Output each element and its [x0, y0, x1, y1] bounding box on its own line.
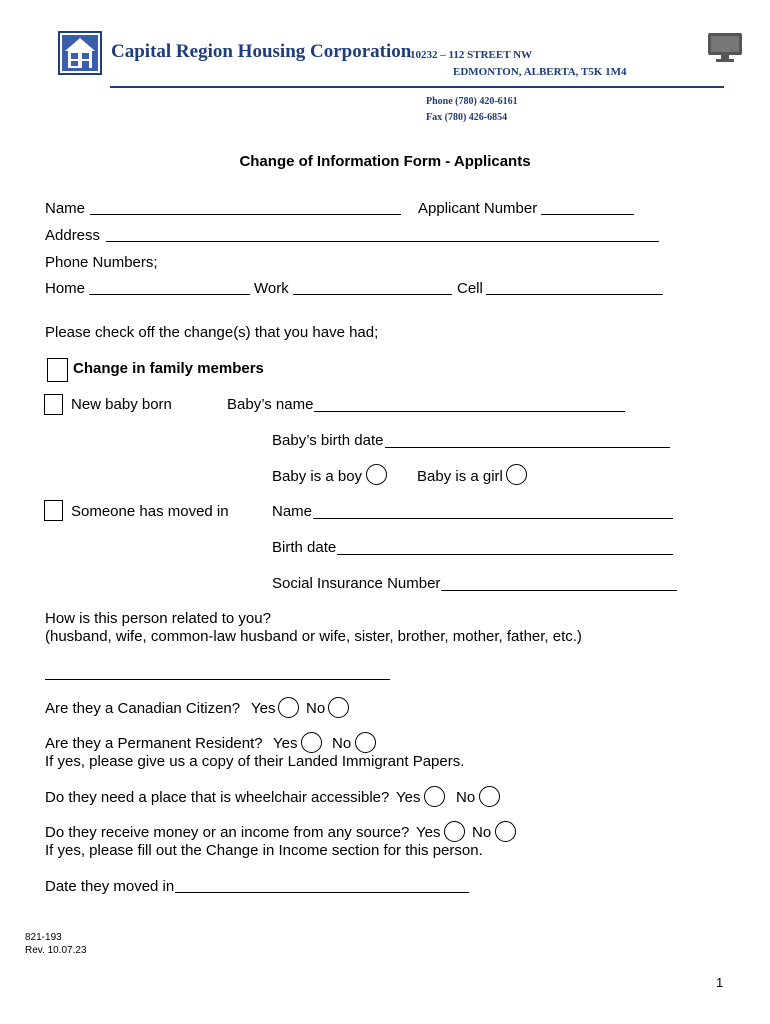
- home-phone-field[interactable]: [89, 294, 250, 295]
- income-note: If yes, please fill out the Change in Income section for this person.: [45, 842, 483, 859]
- income-question: Do they receive money or an income from any source?: [45, 824, 410, 841]
- moved-name-field[interactable]: [313, 518, 673, 519]
- relation-field[interactable]: [45, 679, 390, 680]
- relation-examples: (husband, wife, common-law husband or wife, sister, brother, mother, father, etc.): [45, 628, 582, 645]
- name-label: Name: [45, 200, 86, 217]
- baby-girl-radio[interactable]: [506, 464, 527, 485]
- address-line-1: 10232 – 112 STREET NW: [410, 49, 533, 61]
- baby-birth-date-label: Baby’s birth date: [272, 432, 384, 449]
- moved-in-label: Someone has moved in: [71, 503, 229, 520]
- address-field[interactable]: [106, 241, 659, 242]
- cell-phone-field[interactable]: [486, 294, 663, 295]
- company-logo: [58, 31, 102, 75]
- baby-birth-date-field[interactable]: [385, 447, 670, 448]
- citizen-no-label: No: [306, 700, 326, 717]
- new-baby-label: New baby born: [71, 396, 172, 413]
- page-number: 1: [716, 975, 724, 990]
- citizen-question: Are they a Canadian Citizen?: [45, 700, 241, 717]
- wheelchair-no-radio[interactable]: [479, 786, 500, 807]
- baby-name-field[interactable]: [314, 411, 625, 412]
- org-name: Capital Region Housing Corporation: [111, 41, 412, 62]
- monitor-icon[interactable]: [706, 31, 744, 63]
- form-title: Change of Information Form - Applicants: [239, 153, 531, 170]
- family-change-checkbox[interactable]: [47, 358, 68, 382]
- address-line-2: EDMONTON, ALBERTA, T5K 1M4: [453, 66, 627, 78]
- income-no-radio[interactable]: [495, 821, 516, 842]
- fax-number: Fax (780) 426-6854: [426, 112, 508, 123]
- cell-phone-label: Cell: [457, 280, 483, 297]
- citizen-yes-radio[interactable]: [278, 697, 299, 718]
- wheelchair-yes-radio[interactable]: [424, 786, 445, 807]
- applicant-number-label: Applicant Number: [418, 200, 538, 217]
- relation-question: How is this person related to you?: [45, 610, 271, 627]
- date-moved-field[interactable]: [175, 892, 469, 893]
- citizen-yes-label: Yes: [251, 700, 276, 717]
- header-rule: [110, 86, 724, 88]
- work-phone-field[interactable]: [293, 294, 452, 295]
- pr-yes-radio[interactable]: [301, 732, 322, 753]
- address-label: Address: [45, 227, 101, 244]
- birth-date-label: Birth date: [272, 539, 337, 556]
- phone-number: Phone (780) 420-6161: [426, 96, 518, 107]
- income-yes-radio[interactable]: [444, 821, 465, 842]
- revision-date: Rev. 10.07.23: [25, 945, 87, 956]
- work-phone-label: Work: [254, 280, 289, 297]
- home-phone-label: Home: [45, 280, 86, 297]
- moved-name-label: Name: [272, 503, 313, 520]
- pr-question: Are they a Permanent Resident?: [45, 735, 263, 752]
- income-yes-label: Yes: [416, 824, 441, 841]
- sin-label: Social Insurance Number: [272, 575, 441, 592]
- pr-yes-label: Yes: [273, 735, 298, 752]
- check-instruction: Please check off the change(s) that you have had;: [45, 324, 379, 341]
- sin-field[interactable]: [441, 590, 677, 591]
- wheelchair-no-label: No: [456, 789, 476, 806]
- baby-name-label: Baby’s name: [227, 396, 314, 413]
- birth-date-field[interactable]: [337, 554, 673, 555]
- baby-boy-radio[interactable]: [366, 464, 387, 485]
- family-section-label: Change in family members: [73, 360, 264, 377]
- pr-no-radio[interactable]: [355, 732, 376, 753]
- wheelchair-question: Do they need a place that is wheelchair accessible?: [45, 789, 390, 806]
- baby-girl-label: Baby is a girl: [417, 468, 503, 485]
- new-baby-checkbox[interactable]: [44, 394, 63, 415]
- baby-boy-label: Baby is a boy: [272, 468, 363, 485]
- wheelchair-yes-label: Yes: [396, 789, 421, 806]
- pr-note: If yes, please give us a copy of their Landed Immigrant Papers.: [45, 753, 465, 770]
- citizen-no-radio[interactable]: [328, 697, 349, 718]
- applicant-number-field[interactable]: [541, 214, 634, 215]
- date-moved-label: Date they moved in: [45, 878, 175, 895]
- name-field[interactable]: [90, 214, 401, 215]
- income-no-label: No: [472, 824, 492, 841]
- moved-in-checkbox[interactable]: [44, 500, 63, 521]
- phone-numbers-label: Phone Numbers;: [45, 254, 158, 271]
- pr-no-label: No: [332, 735, 352, 752]
- form-number: 821-193: [25, 932, 62, 943]
